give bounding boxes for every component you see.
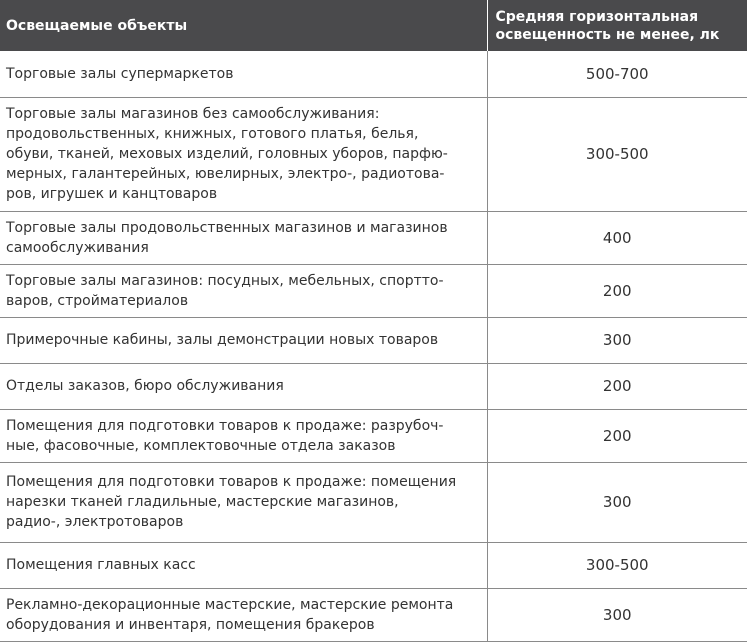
table-row: [0, 97, 747, 211]
row-object: Рекламно-декорационные мастерские, мастерские ремонта оборудования и инвентаря, помещения бракеров: [0, 588, 487, 641]
table-row: [0, 317, 747, 363]
table-row: [0, 363, 747, 409]
table-row: [0, 409, 747, 462]
row-object: Торговые залы магазинов без самообслуживания: продовольственных, книжных, готового платья, белья, обуви, тканей, меховых изделий, головных уборов, парфю- мерных, галантерейных, ювелирных, электро-, радиотова- ров, игрушек и канцтоваров: [0, 97, 487, 211]
row-value: 400: [487, 211, 747, 264]
header-illuminance: Средняя горизонтальная освещенность не менее, лк: [487, 0, 747, 51]
row-object: Торговые залы супермаркетов: [0, 51, 487, 97]
row-value: 200: [487, 264, 747, 317]
table-header-row: [0, 0, 747, 51]
row-object: Помещения для подготовки товаров к продаже: разрубоч- ные, фасовочные, комплектовочные отдела заказов: [0, 409, 487, 462]
row-value: 300-500: [487, 97, 747, 211]
row-value: 300: [487, 317, 747, 363]
row-value: 500-700: [487, 51, 747, 97]
table-row: [0, 588, 747, 641]
row-value: 300: [487, 588, 747, 641]
row-value: 300: [487, 462, 747, 542]
row-object: Отделы заказов, бюро обслуживания: [0, 363, 487, 409]
row-object: Примерочные кабины, залы демонстрации новых товаров: [0, 317, 487, 363]
table-row: [0, 542, 747, 588]
row-object: Помещения для подготовки товаров к продаже: помещения нарезки тканей гладильные, мастерские магазинов, радио-, электротоваров: [0, 462, 487, 542]
row-object: Торговые залы продовольственных магазинов и магазинов самообслуживания: [0, 211, 487, 264]
row-value: 200: [487, 409, 747, 462]
table-row: [0, 211, 747, 264]
row-object: Торговые залы магазинов: посудных, мебельных, спортто- варов, стройматериалов: [0, 264, 487, 317]
row-value: 200: [487, 363, 747, 409]
row-object: Помещения главных касс: [0, 542, 487, 588]
row-value: 300-500: [487, 542, 747, 588]
table-row: [0, 462, 747, 542]
table-row: [0, 264, 747, 317]
header-objects: Освещаемые объекты: [0, 0, 487, 51]
table-row: [0, 51, 747, 97]
